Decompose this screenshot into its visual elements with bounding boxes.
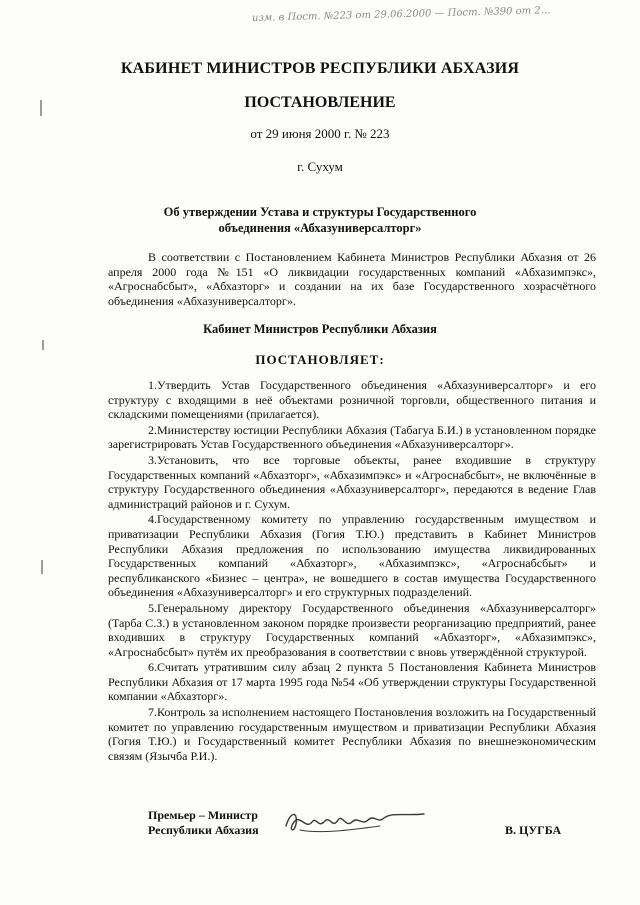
handwritten-note: изм. в Пост. №223 от 29.06.2000 — Пост. №390 от 2… [251, 5, 551, 24]
handwritten-signature [280, 800, 430, 842]
decree-item: 4.Государственному комитету по управлению государственным имуществом и приватизации Республики Абхазия (Гогия Т.Ю.) представить в Кабинет Министров Республики Абхазия предложения по использованию имущества ликвидированных Государственных компаний «Абхазторг», «Абхазимпэкс», «Агроснабсбыт» и республиканского «Бизнес – центра», не вошедшего в состав имущества Государственного объединения «Абхазуниверсалторг» и его структурных подразделений. [108, 512, 596, 600]
decree-item: 5.Генеральному директору Государственного объединения «Абхазуниверсалторг» (Тарба С.З.) в установленном законом порядке произвести реорганизацию предприятий, ранее входивших в структуру Государственных компаний «Абхазторг», «Абхазимпэкс», «Агроснабсбыт» путём их преобразования в соответствии с вновь утверждённой структурой. [108, 600, 596, 659]
cabinet-line: Кабинет Министров Республики Абхазия [203, 322, 437, 336]
decree-items [108, 378, 596, 764]
document-type: ПОСТАНОВЛЕНИЕ [244, 94, 396, 111]
decree-item: 6.Считать утратившим силу абзац 2 пункта 5 Постановления Кабинета Министров Республики Абхазия от 17 марта 1995 года №54 «Об утверждении структуры Государственной компании «Абхазторг». [108, 660, 596, 704]
organization-title: КАБИНЕТ МИНИСТРОВ РЕСПУБЛИКИ АБХАЗИЯ [120, 60, 520, 77]
signatory-name: В. ЦУГБА [505, 823, 562, 837]
document-date: от 29 июня 2000 г. № 223 [250, 126, 390, 141]
decree-item: 7.Контроль за исполнением настоящего Постановления возложить на Государственный комитет по управлению государственным имуществом и приватизации Республики Абхазия (Гогия Т.Ю.) и Государственный комитет Республики Абхазия по внешнеэкономическим связям (Язычба Р.И.). [108, 705, 596, 763]
signatory-title-line: Республики Абхазия [148, 823, 259, 837]
margin-mark [41, 560, 43, 574]
document-place: г. Сухум [297, 159, 343, 174]
subject-line: объединения «Абхазуниверсалторг» [218, 221, 422, 235]
document-subject [0, 204, 640, 236]
decree-word: ПОСТАНОВЛЯЕТ: [255, 352, 385, 367]
signatory-title-line: Премьер – Министр [148, 808, 258, 822]
decree-item: 3.Установить, что все торговые объекты, ранее входившие в структуру Государственных компаний «Абхазторг», «Абхазимпэкс» и «Агроснабсбыт», не включённые в структуру Государственного объединения «Абхазуниверсалторг», передаются в ведение Глав администраций районов и г. Сухум. [108, 452, 596, 511]
preamble-paragraph: В соответствии с Постановлением Кабинета Министров Республики Абхазия от 26 апреля 2000 года №151 «О ликвидации государственных компаний «Абхазимпэкс», «Агроснабсбыт», «Абхазторг» и создании на их базе Государственного хозрасчётного объединения «Абхазуниверсалторг». [108, 250, 596, 308]
decree-item: 1.Утвердить Устав Государственного объединения «Абхазуниверсалторг» и его структуру с входящими в неё объектами розничной торговли, общественного питания и складскими помещениями (прилагается). [108, 378, 596, 422]
decree-item: 2.Министерству юстиции Республики Абхазия (Табагуа Б.И.) в установленном порядке зарегистрировать Устав Государственного объединения «Абхазуниверсалторг». [108, 422, 596, 452]
margin-mark [42, 340, 44, 350]
preamble [108, 250, 596, 308]
signatory-title [148, 808, 259, 838]
subject-line: Об утверждении Устава и структуры Государственного [163, 205, 477, 219]
